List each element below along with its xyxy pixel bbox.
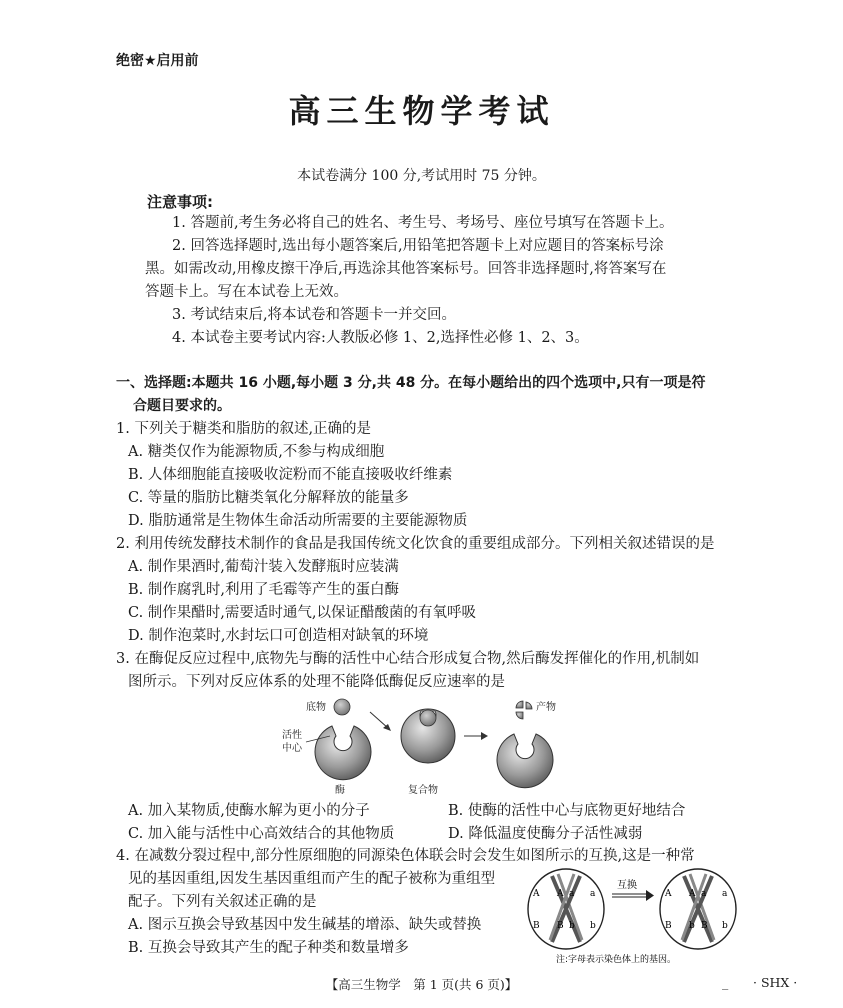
q4-stem-cont2: 配子。下列有关叙述正确的是 — [128, 894, 317, 910]
label-crossover: 互换 — [617, 880, 637, 891]
q1-option-a: A. 糖类仅作为能源物质,不参与构成细胞 — [128, 444, 385, 460]
footer-code: · SHX · — [753, 975, 798, 990]
gene-letter: b — [569, 921, 575, 931]
notice-item-2-cont2: 答题卡上。写在本试卷上无效。 — [145, 284, 348, 300]
confidential-label: 绝密★启用前 — [116, 53, 199, 69]
section-heading: 一、选择题:本题共 16 小题,每小题 3 分,共 48 分。在每小题给出的四个选项中,只有一项是符 — [116, 375, 706, 391]
gene-letter: A — [689, 889, 696, 899]
gene-letter: A — [557, 889, 564, 899]
q3-option-d: D. 降低温度使酶分子活性减弱 — [448, 826, 643, 842]
gene-letter: B — [557, 921, 564, 931]
gene-letter: a — [590, 889, 596, 899]
q3-option-b: B. 使酶的活性中心与底物更好地结合 — [448, 803, 686, 819]
label-active-site-2: 中心 — [282, 743, 302, 754]
notice-item-3: 3. 考试结束后,将本试卷和答题卡一并交回。 — [172, 307, 457, 323]
cell-before-crossover — [528, 869, 604, 949]
substrate-shape — [334, 699, 350, 715]
section-heading-cont: 合题目要求的。 — [133, 398, 231, 414]
q3-option-a: A. 加入某物质,使酶水解为更小的分子 — [128, 803, 370, 819]
q1-option-d: D. 脂肪通常是生物体生命活动所需要的主要能源物质 — [128, 513, 468, 529]
notice-title: 注意事项: — [147, 193, 213, 211]
crossover-figure — [520, 860, 750, 970]
page-footer: 【高三生物学 第 1 页(共 6 页)】 — [325, 977, 518, 992]
gene-letter: b — [689, 921, 695, 931]
q2-option-a: A. 制作果酒时,葡萄汁装入发酵瓶时应装满 — [128, 559, 399, 575]
figure-note: 注:字母表示染色体上的基因。 — [556, 955, 677, 965]
enzyme-mechanism-figure — [270, 690, 600, 800]
gene-letter: b — [722, 921, 728, 931]
footer-mark: _ — [722, 975, 729, 990]
gene-letter: b — [590, 921, 596, 931]
q2-option-c: C. 制作果醋时,需要适时通气,以保证醋酸菌的有氧呼吸 — [128, 605, 477, 621]
cell-after-crossover — [660, 869, 736, 949]
q4-option-b: B. 互换会导致其产生的配子种类和数量增多 — [128, 940, 409, 956]
complex-shape — [401, 709, 455, 763]
exam-info: 本试卷满分 100 分,考试用时 75 分钟。 — [297, 168, 546, 184]
gene-letter: A — [665, 889, 672, 899]
notice-item-2-cont: 黑。如需改动,用橡皮擦干净后,再选涂其他答案标号。回答非选择题时,将答案写在 — [145, 261, 667, 277]
label-substrate: 底物 — [306, 702, 326, 713]
notice-item-1: 1. 答题前,考生务必将自己的姓名、考生号、考场号、座位号填写在答题卡上。 — [172, 215, 674, 231]
q2-option-d: D. 制作泡菜时,水封坛口可创造相对缺氧的环境 — [128, 628, 429, 644]
gene-letter: B — [533, 921, 540, 931]
gene-letter: B — [701, 921, 708, 931]
q3-option-c: C. 加入能与活性中心高效结合的其他物质 — [128, 826, 395, 842]
q1-option-b: B. 人体细胞能直接吸收淀粉而不能直接吸收纤维素 — [128, 467, 453, 483]
q4-stem-cont: 见的基因重组,因发生基因重组而产生的配子被称为重组型 — [128, 871, 496, 887]
label-active-site-1: 活性 — [282, 730, 302, 741]
q4-stem: 4. 在减数分裂过程中,部分性原细胞的同源染色体联会时会发生如图所示的互换,这是一种常 — [116, 848, 695, 864]
product-shape — [516, 701, 532, 719]
q3-stem: 3. 在酶促反应过程中,底物先与酶的活性中心结合形成复合物,然后酶发挥催化的作用,机制如 — [116, 651, 700, 667]
gene-letter: a — [569, 889, 575, 899]
label-product: 产物 — [536, 702, 556, 713]
q1-stem: 1. 下列关于糖类和脂肪的叙述,正确的是 — [116, 421, 372, 437]
notice-item-2: 2. 回答选择题时,选出每小题答案后,用铅笔把答题卡上对应题目的答案标号涂 — [172, 238, 664, 254]
q1-option-c: C. 等量的脂肪比糖类氧化分解释放的能量多 — [128, 490, 409, 506]
gene-letter: A — [533, 889, 540, 899]
q2-stem: 2. 利用传统发酵技术制作的食品是我国传统文化饮食的重要组成部分。下列相关叙述错误的是 — [116, 536, 715, 552]
product-enzyme-shape — [497, 734, 553, 788]
q4-option-a: A. 图示互换会导致基因中发生碱基的增添、缺失或替换 — [128, 917, 482, 933]
enzyme-shape — [315, 726, 371, 780]
label-complex: 复合物 — [408, 785, 438, 796]
gene-letter: B — [665, 921, 672, 931]
notice-item-4: 4. 本试卷主要考试内容:人教版必修 1、2,选择性必修 1、2、3。 — [172, 330, 589, 346]
label-enzyme: 酶 — [335, 785, 345, 796]
exam-title: 高三生物学考试 — [288, 92, 555, 130]
gene-letter: a — [701, 889, 707, 899]
gene-letter: a — [722, 889, 728, 899]
q3-stem-cont: 图所示。下列对反应体系的处理不能降低酶促反应速率的是 — [128, 674, 505, 690]
q2-option-b: B. 制作腐乳时,利用了毛霉等产生的蛋白酶 — [128, 582, 399, 598]
